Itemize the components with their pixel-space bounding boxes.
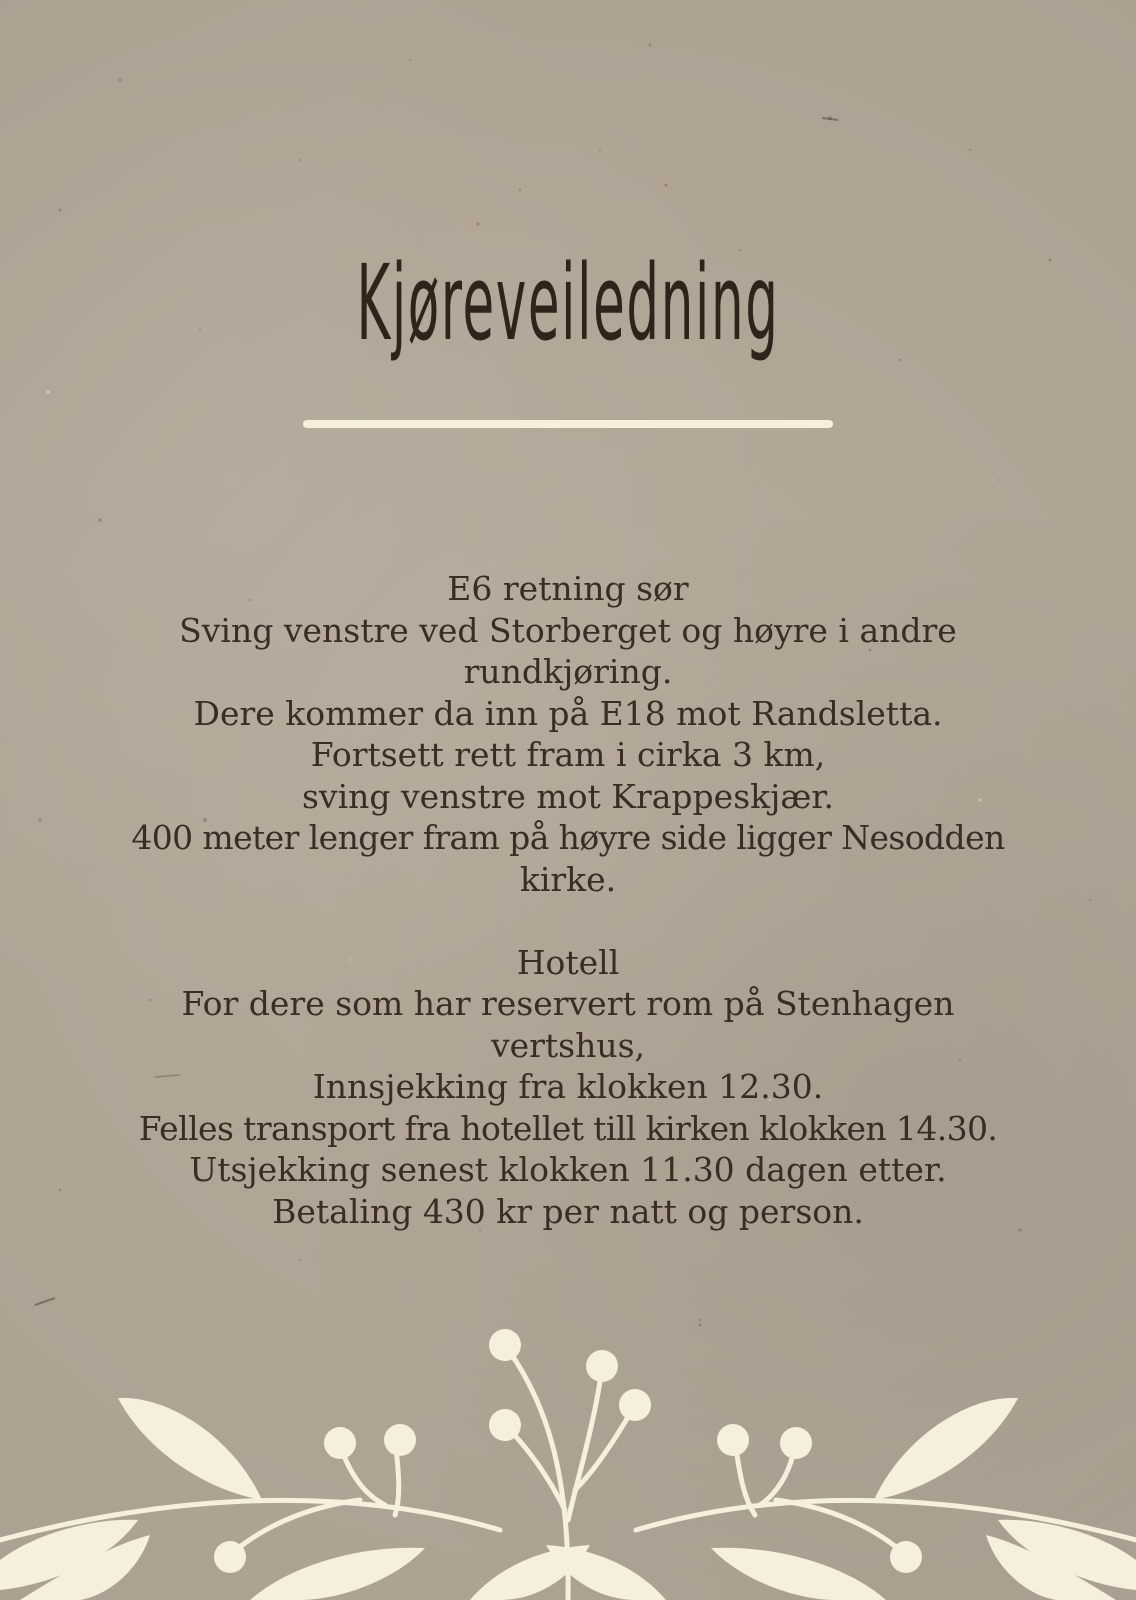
direction-line: E6 retning sør: [447, 569, 689, 608]
hotel-line: vertshus,: [490, 1025, 646, 1065]
hotel-heading: Hotell: [516, 942, 620, 982]
direction-line: Sving venstre ved Storberget og høyre i andre: [179, 610, 957, 650]
direction-line: kirke.: [519, 859, 617, 899]
direction-line: rundkjøring.: [463, 652, 673, 691]
directions-text: [80, 568, 1056, 1232]
hotel-line: Betaling 430 kr per natt og person.: [272, 1191, 864, 1231]
hotel-line: For dere som har reservert rom på Stenhagen: [181, 984, 955, 1023]
direction-line: Dere kommer da inn på E18 mot Randsletta.: [193, 693, 943, 733]
direction-line: Fortsett rett fram i cirka 3 km,: [310, 735, 826, 774]
direction-line: 400 meter lenger fram på høyre side ligger Nesodden: [131, 818, 1005, 857]
paragraph-gap: [80, 900, 1056, 942]
direction-line: sving venstre mot Krappeskjær.: [301, 776, 835, 816]
title-divider: [303, 420, 833, 428]
floral-decoration: [0, 1300, 1136, 1600]
hotel-line: Innsjekking fra klokken 12.30.: [312, 1067, 824, 1106]
page-title: Kjøreveiledning: [356, 242, 780, 364]
hotel-line: Felles transport fra hotellet till kirken klokken 14.30.: [138, 1108, 998, 1148]
hotel-line: Utsjekking senest klokken 11.30 dagen etter.: [189, 1150, 947, 1189]
